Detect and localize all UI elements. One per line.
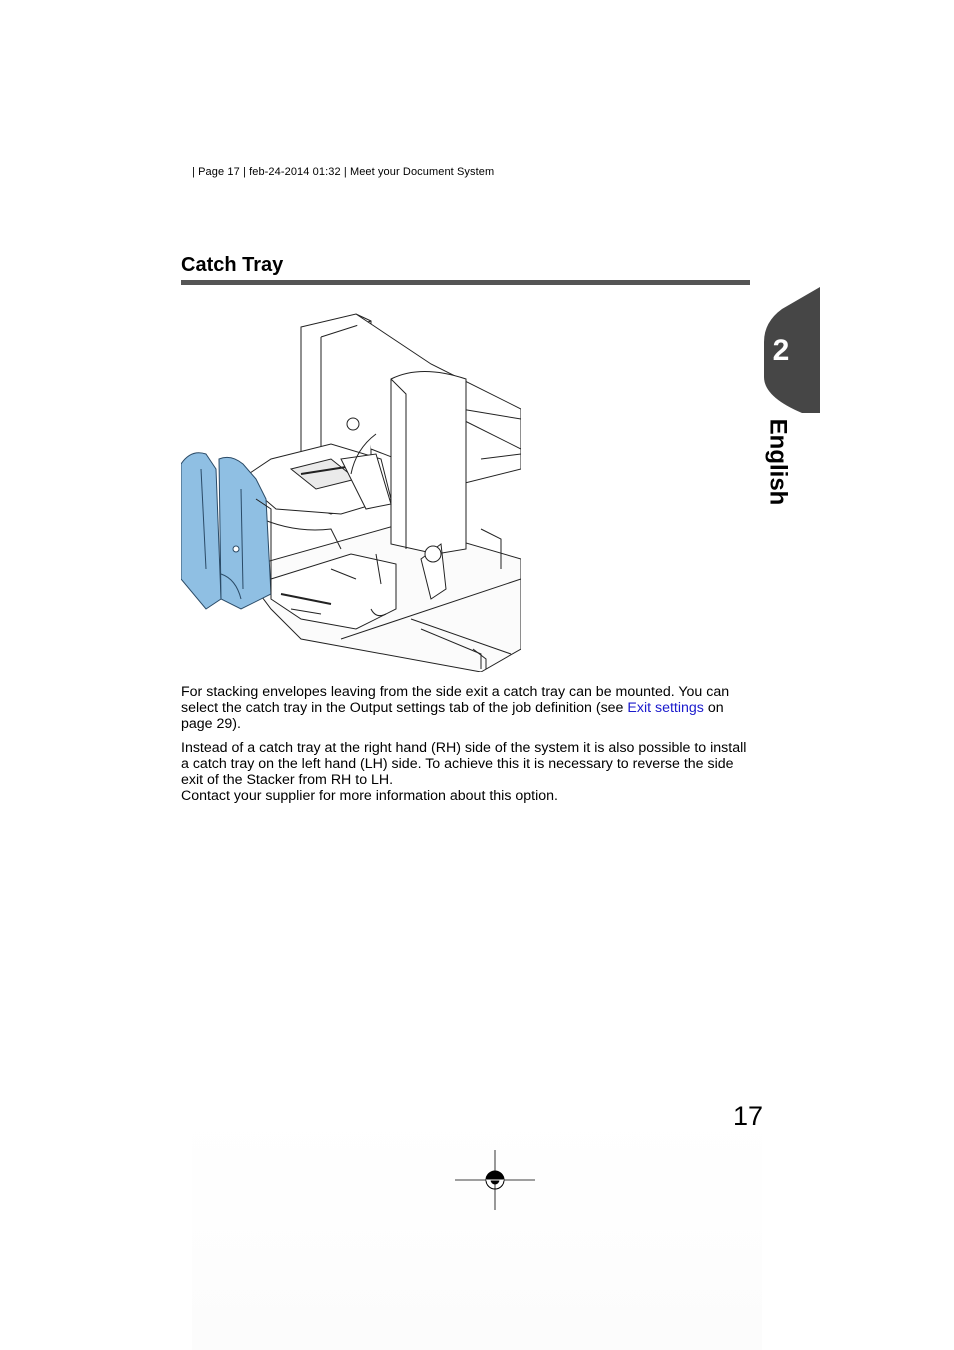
paragraph-2-line-1: Instead of a catch tray at the right hand (RH) side of the system it is also possible to install a catch tray on the left hand (LH) side. To achieve this it is necessary to reverse the side exit of the Stacker from RH to LH.: [181, 740, 747, 788]
page-number: 17: [733, 1101, 764, 1131]
paragraph-1-text-a: For stacking envelopes leaving from the side exit a catch tray can be mounted. You can select the catch tray in the Output settings tab of the job definition (see: [181, 684, 730, 716]
section-title: Catch Tray: [181, 254, 284, 276]
title-rule: [181, 280, 750, 285]
paragraph-1: [181, 684, 753, 732]
chapter-number: 2: [772, 334, 790, 367]
paragraph-2: [181, 740, 753, 804]
language-label: English: [764, 418, 792, 506]
exit-settings-link[interactable]: Exit settings: [627, 700, 704, 716]
registration-mark-icon: [455, 1150, 535, 1212]
paragraph-1-text-b: on page 29).: [181, 700, 724, 732]
footer-band: [192, 1110, 762, 1350]
chapter-tab: [764, 287, 820, 413]
catch-tray-figure: [181, 309, 521, 672]
paragraph-2-line-2: Contact your supplier for more information about this option.: [181, 788, 558, 804]
running-header: | Page 17 | feb-24-2014 01:32 | Meet your Document System: [192, 166, 495, 178]
